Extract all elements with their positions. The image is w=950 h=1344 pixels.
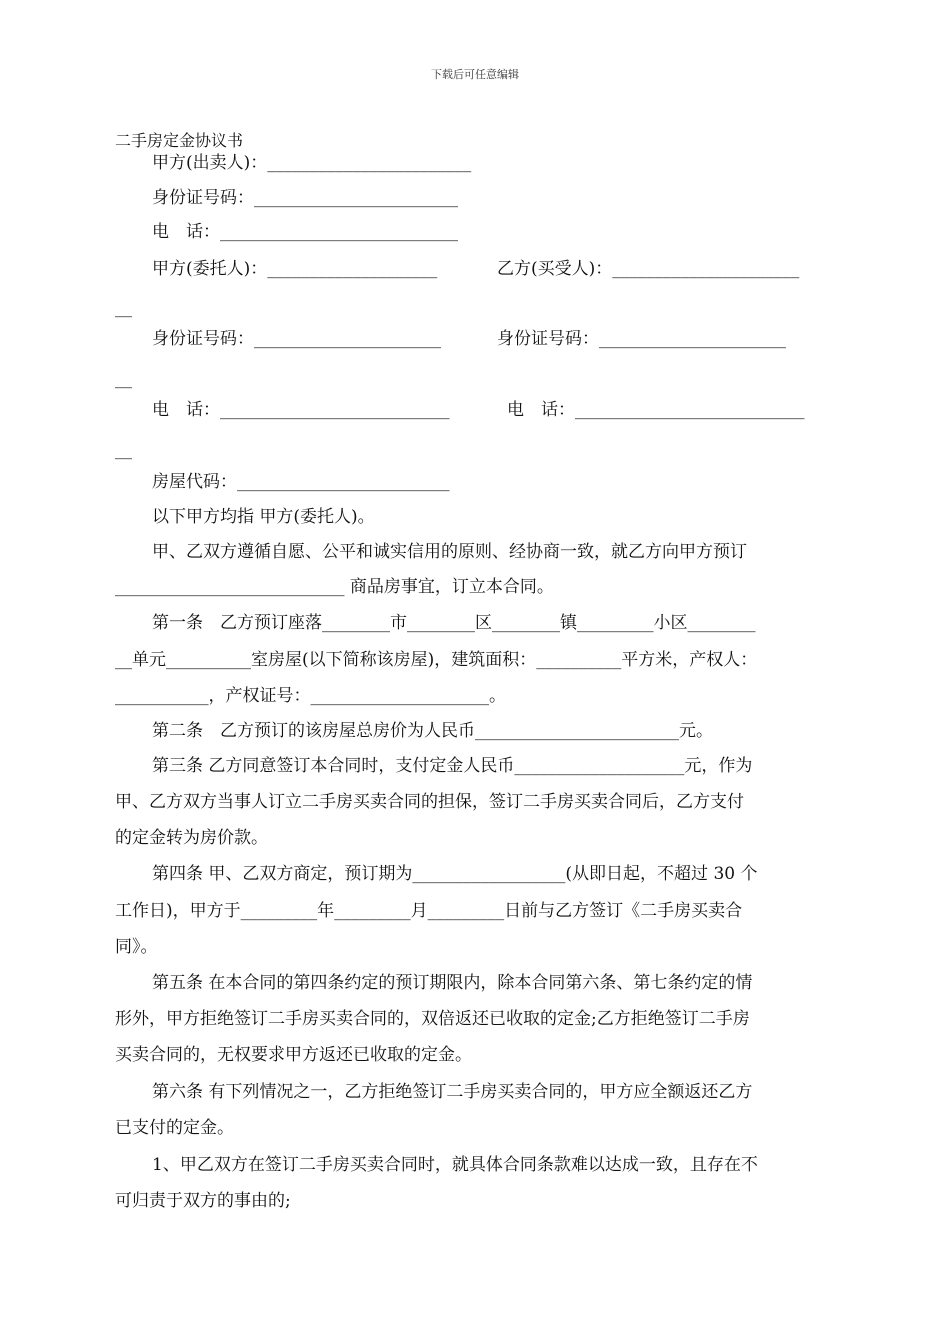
seller-phone-line: 电 话：____________________________ (152, 222, 458, 242)
paragraph-intro-cont: ___________________________ 商品房事宜，订立本合同。 (115, 577, 554, 597)
article-6-item-1-cont: 可归责于双方的事由的; (115, 1191, 291, 1211)
article-5: 第五条 在本合同的第四条约定的预订期限内，除本合同第六条、第七条约定的情 (152, 973, 753, 993)
seller-id-line: 身份证号码：________________________ (152, 188, 458, 208)
agent-phone-line: 电 话：___________________________ (152, 400, 450, 420)
paragraph-note: 以下甲方均指 甲方(委托人)。 (152, 507, 375, 527)
house-code-line: 房屋代码：_________________________ (152, 472, 450, 492)
article-6-item-1: 1、甲乙双方在签订二手房买卖合同时，就具体合同条款难以达成一致，且存在不 (152, 1155, 758, 1175)
continuation-dash: __ (115, 369, 132, 389)
article-5-cont: 形外，甲方拒绝签订二手房买卖合同的，双倍返还已收取的定金;乙方拒绝签订二手房 (115, 1009, 750, 1029)
article-4-cont: 工作日)，甲方于_________年_________月_________日前与乙方签订《二手房买卖合 (115, 901, 743, 921)
article-2: 第二条 乙方预订的该房屋总房价为人民币________________________元。 (152, 721, 713, 741)
agent-line: 甲方(委托人)：____________________ (152, 259, 438, 279)
page-header: 下载后可任意编辑 (431, 68, 519, 81)
article-5-cont: 买卖合同的，无权要求甲方返还已收取的定金。 (115, 1045, 472, 1065)
article-4: 第四条 甲、乙双方商定，预订期为__________________(从即日起，不超过 30 个 (152, 864, 758, 884)
buyer-line: 乙方(买受人)：______________________ (497, 259, 800, 279)
article-1-cont: __单元__________室房屋(以下简称该房屋)，建筑面积：__________平方米，产权人： (115, 650, 758, 670)
agent-id-line: 身份证号码：______________________ (152, 329, 441, 349)
continuation-dash: __ (115, 298, 132, 318)
paragraph-intro: 甲、乙双方遵循自愿、公平和诚实信用的原则、经协商一致，就乙方向甲方预订 (152, 542, 747, 562)
article-6: 第六条 有下列情况之一，乙方拒绝签订二手房买卖合同的，甲方应全额返还乙方 (152, 1082, 753, 1102)
article-3-cont: 甲、乙方双方当事人订立二手房买卖合同的担保，签订二手房买卖合同后，乙方支付 (115, 792, 744, 812)
seller-line: 甲方(出卖人)：________________________ (152, 153, 472, 173)
buyer-id-line: 身份证号码：______________________ (497, 329, 786, 349)
continuation-dash: __ (115, 440, 132, 460)
document-title: 二手房定金协议书 (115, 131, 244, 150)
article-3: 第三条 乙方同意签订本合同时，支付定金人民币____________________元，作为 (152, 756, 753, 776)
article-4-cont: 同》。 (115, 937, 158, 957)
article-6-cont: 已支付的定金。 (115, 1118, 234, 1138)
buyer-phone-line: 电 话：___________________________ (507, 400, 805, 420)
article-3-cont: 的定金转为房价款。 (115, 828, 268, 848)
article-1: 第一条 乙方预订座落________市________区________镇_________小区________ (152, 613, 756, 633)
article-1-cont: ___________，产权证号：_____________________。 (115, 686, 506, 706)
